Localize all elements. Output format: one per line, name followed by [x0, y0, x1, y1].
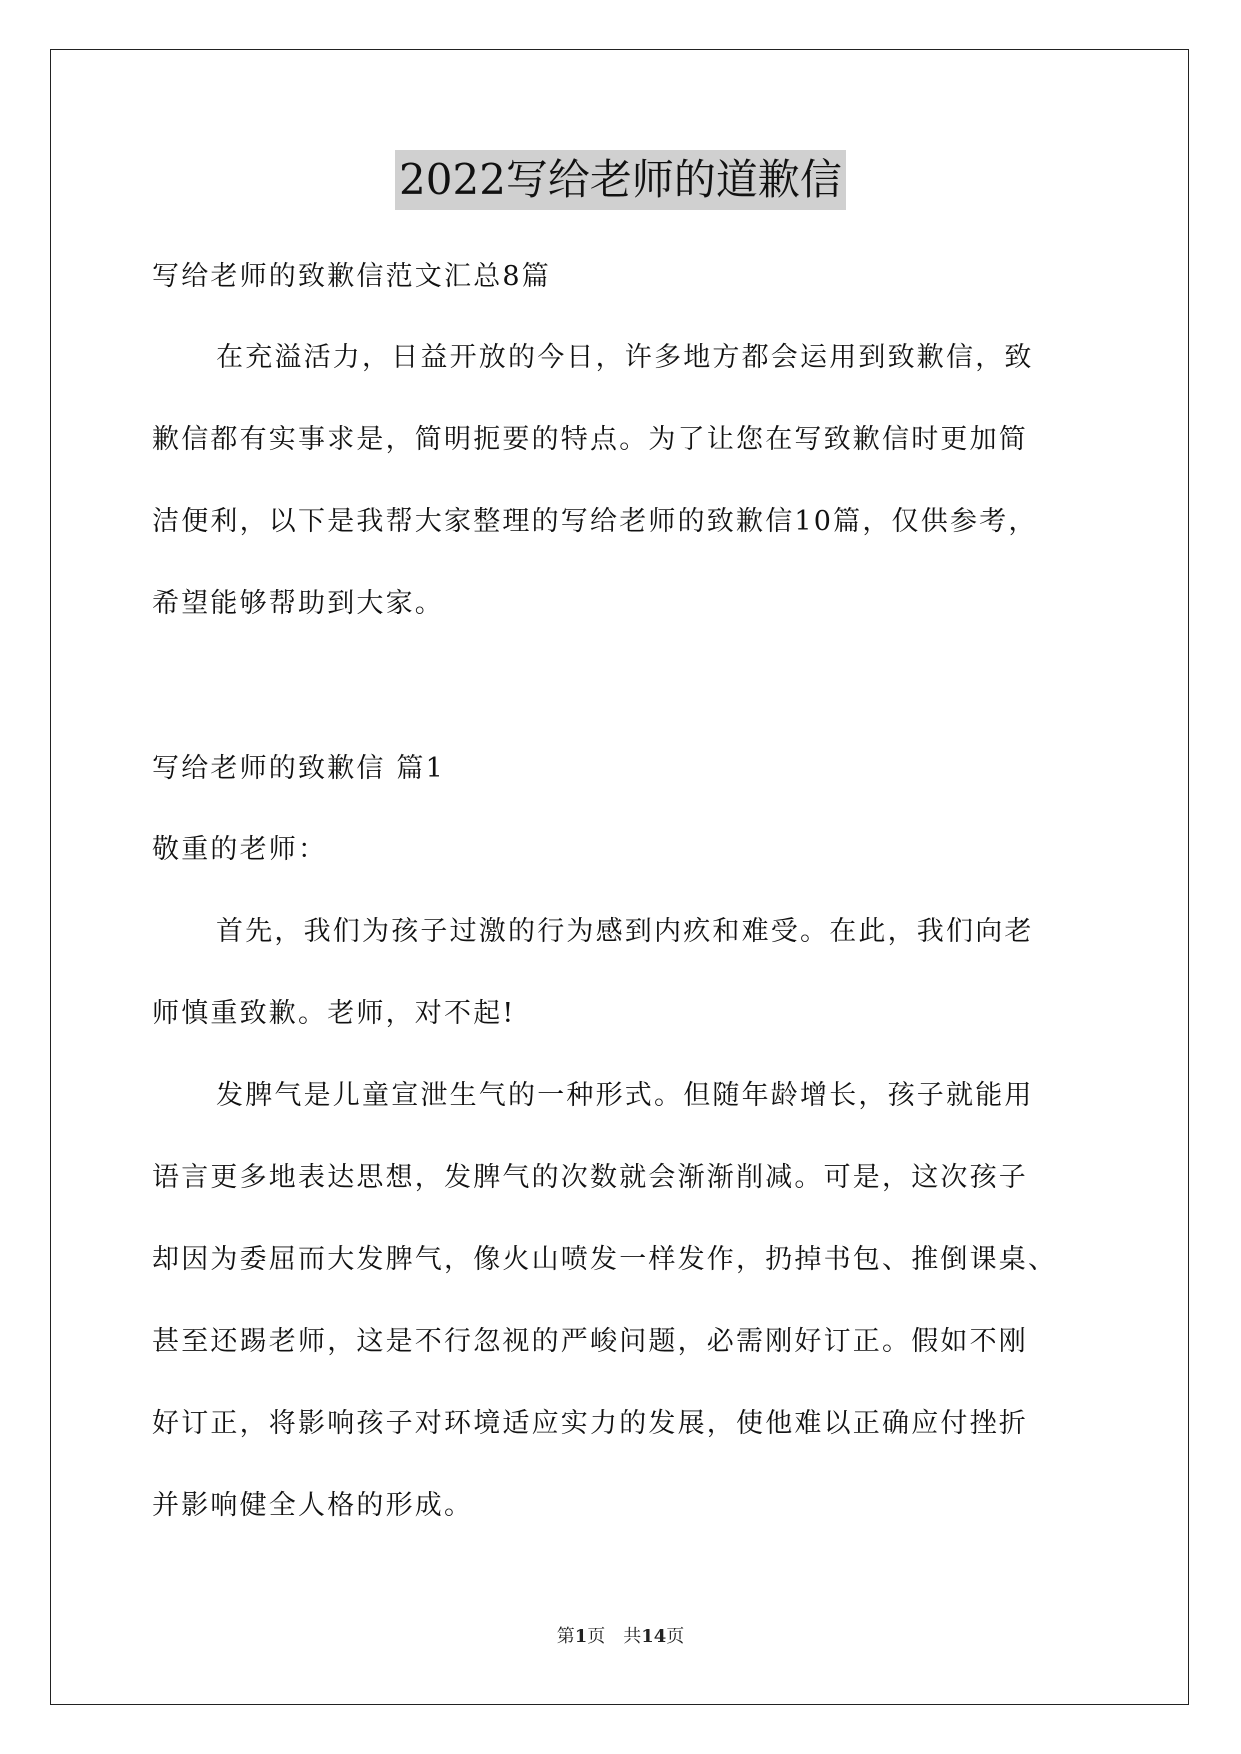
total-prefix: 共	[623, 1626, 642, 1647]
para2-line-5: 好订正，将影响孩子对环境适应实力的发展，使他难以正确应付挫折	[152, 1408, 1028, 1439]
intro-line-3: 洁便利，以下是我帮大家整理的写给老师的致歉信10篇，仅供参考，	[152, 506, 1038, 537]
para1-line-2: 师慎重致歉。老师，对不起!	[152, 998, 516, 1029]
document-title: 2022写给老师的道歉信	[395, 150, 846, 210]
document-subtitle: 写给老师的致歉信范文汇总8篇	[152, 261, 551, 292]
para1-line-1: 首先，我们为孩子过激的行为感到内疚和难受。在此，我们向老	[216, 916, 1034, 947]
page-prefix: 第	[556, 1626, 575, 1647]
page-suffix: 页	[587, 1626, 606, 1647]
section-heading: 写给老师的致歉信 篇1	[152, 753, 445, 784]
intro-line-2: 歉信都有实事求是，简明扼要的特点。为了让您在写致歉信时更加简	[152, 424, 1028, 455]
salutation: 敬重的老师：	[152, 834, 328, 865]
page-footer	[0, 1622, 1241, 1648]
para2-line-1: 发脾气是儿童宣泄生气的一种形式。但随年龄增长，孩子就能用	[216, 1080, 1034, 1111]
para2-line-3: 却因为委屈而大发脾气，像火山喷发一样发作，扔掉书包、推倒课桌、	[152, 1244, 1058, 1275]
para2-line-6: 并影响健全人格的形成。	[152, 1490, 474, 1521]
total-suffix: 页	[666, 1626, 685, 1647]
page-number: 1	[574, 1626, 588, 1647]
para2-line-2: 语言更多地表达思想，发脾气的次数就会渐渐削减。可是，这次孩子	[152, 1162, 1028, 1193]
intro-line-1: 在充溢活力，日益开放的今日，许多地方都会运用到致歉信，致	[216, 342, 1034, 373]
title-container	[0, 150, 1241, 210]
para2-line-4: 甚至还踢老师，这是不行忽视的严峻问题，必需刚好订正。假如不刚	[152, 1326, 1028, 1357]
total-pages: 14	[641, 1626, 667, 1647]
intro-line-4: 希望能够帮助到大家。	[152, 588, 444, 619]
